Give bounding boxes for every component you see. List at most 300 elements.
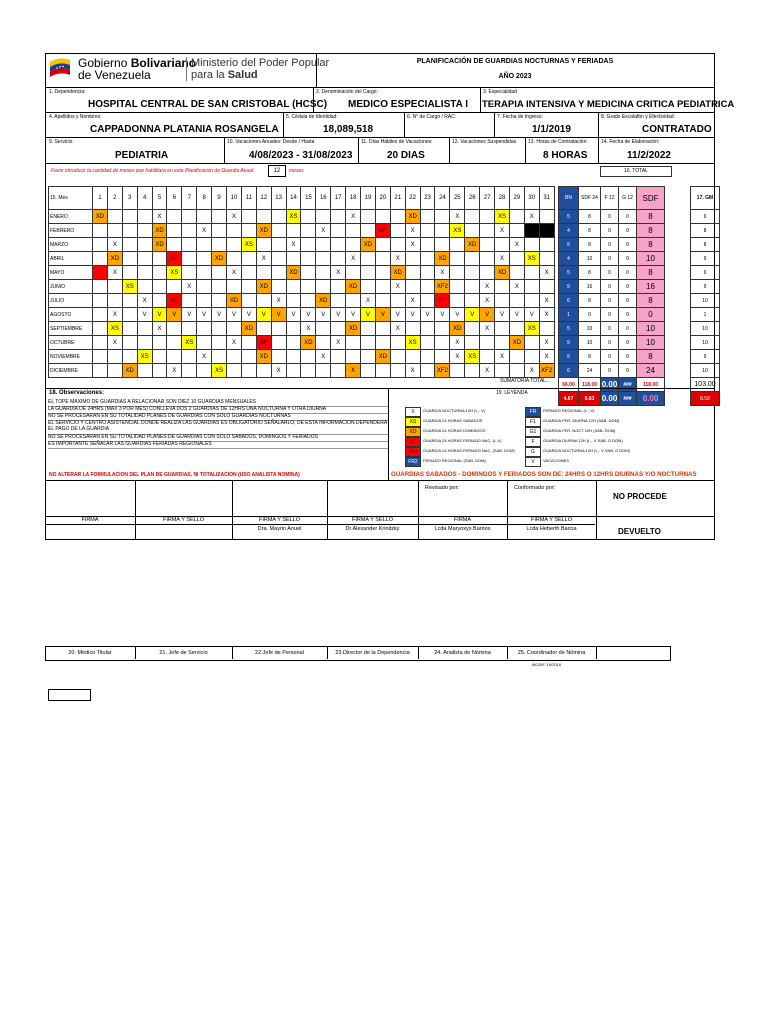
day-cell[interactable] xyxy=(346,266,361,280)
day-cell[interactable]: XS xyxy=(524,252,539,266)
day-cell[interactable] xyxy=(495,238,510,252)
day-cell[interactable] xyxy=(390,336,405,350)
day-cell[interactable] xyxy=(509,224,524,238)
day-cell[interactable] xyxy=(271,322,286,336)
day-cell[interactable]: XS xyxy=(167,266,182,280)
day-cell[interactable] xyxy=(256,364,271,378)
day-cell[interactable] xyxy=(182,350,197,364)
day-cell[interactable] xyxy=(390,294,405,308)
day-cell[interactable] xyxy=(450,280,465,294)
day-cell[interactable]: V xyxy=(390,308,405,322)
day-cell[interactable]: X xyxy=(256,252,271,266)
day-cell[interactable] xyxy=(227,224,242,238)
day-cell[interactable] xyxy=(182,322,197,336)
day-cell[interactable] xyxy=(241,294,256,308)
day-cell[interactable] xyxy=(137,238,152,252)
day-cell[interactable] xyxy=(107,294,122,308)
day-cell[interactable] xyxy=(167,210,182,224)
day-cell[interactable] xyxy=(465,266,480,280)
day-cell[interactable] xyxy=(361,280,376,294)
day-cell[interactable]: XD xyxy=(435,252,450,266)
day-cell[interactable]: X xyxy=(182,280,197,294)
day-cell[interactable] xyxy=(465,364,480,378)
day-cell[interactable] xyxy=(524,350,539,364)
day-cell[interactable] xyxy=(465,224,480,238)
day-cell[interactable] xyxy=(137,224,152,238)
day-cell[interactable] xyxy=(375,294,390,308)
day-cell[interactable] xyxy=(390,350,405,364)
day-cell[interactable] xyxy=(122,210,137,224)
day-cell[interactable] xyxy=(405,322,420,336)
day-cell[interactable]: X xyxy=(227,336,242,350)
day-cell[interactable]: X xyxy=(524,364,539,378)
day-cell[interactable]: V xyxy=(480,308,495,322)
day-cell[interactable] xyxy=(137,210,152,224)
day-cell[interactable] xyxy=(361,322,376,336)
day-cell[interactable]: V xyxy=(271,308,286,322)
day-cell[interactable]: XD xyxy=(375,350,390,364)
day-cell[interactable]: XF xyxy=(167,294,182,308)
day-cell[interactable] xyxy=(361,336,376,350)
day-cell[interactable]: X xyxy=(390,280,405,294)
day-cell[interactable]: X xyxy=(450,210,465,224)
day-cell[interactable]: X xyxy=(361,294,376,308)
day-cell[interactable] xyxy=(420,252,435,266)
day-cell[interactable] xyxy=(465,280,480,294)
day-cell[interactable]: X xyxy=(495,224,510,238)
day-cell[interactable] xyxy=(405,266,420,280)
day-cell[interactable]: XD xyxy=(509,336,524,350)
day-cell[interactable]: X xyxy=(346,252,361,266)
day-cell[interactable] xyxy=(435,224,450,238)
day-cell[interactable]: X xyxy=(405,364,420,378)
day-cell[interactable] xyxy=(301,224,316,238)
day-cell[interactable] xyxy=(450,364,465,378)
day-cell[interactable] xyxy=(435,210,450,224)
day-cell[interactable] xyxy=(227,322,242,336)
day-cell[interactable]: XF2 xyxy=(435,364,450,378)
day-cell[interactable]: V xyxy=(212,308,227,322)
day-cell[interactable] xyxy=(197,280,212,294)
day-cell[interactable]: XS xyxy=(450,224,465,238)
day-cell[interactable] xyxy=(122,252,137,266)
day-cell[interactable]: XD xyxy=(256,280,271,294)
day-cell[interactable] xyxy=(93,364,108,378)
day-cell[interactable] xyxy=(316,364,331,378)
day-cell[interactable] xyxy=(197,336,212,350)
day-cell[interactable]: X xyxy=(107,336,122,350)
day-cell[interactable]: X xyxy=(390,322,405,336)
day-cell[interactable]: X xyxy=(495,350,510,364)
day-cell[interactable] xyxy=(152,364,167,378)
day-cell[interactable]: XD xyxy=(346,280,361,294)
day-cell[interactable]: X xyxy=(346,364,361,378)
day-cell[interactable]: X xyxy=(152,322,167,336)
day-cell[interactable] xyxy=(509,266,524,280)
day-cell[interactable] xyxy=(420,294,435,308)
day-cell[interactable]: V xyxy=(405,308,420,322)
day-cell[interactable]: X xyxy=(405,294,420,308)
day-cell[interactable] xyxy=(524,238,539,252)
day-cell[interactable]: X xyxy=(152,210,167,224)
day-cell[interactable] xyxy=(137,280,152,294)
day-cell[interactable]: V xyxy=(375,308,390,322)
day-cell[interactable] xyxy=(361,210,376,224)
day-cell[interactable] xyxy=(375,336,390,350)
day-cell[interactable] xyxy=(197,252,212,266)
day-cell[interactable] xyxy=(390,224,405,238)
day-cell[interactable] xyxy=(375,280,390,294)
day-cell[interactable] xyxy=(331,294,346,308)
day-cell[interactable]: X xyxy=(227,266,242,280)
day-cell[interactable] xyxy=(167,336,182,350)
day-cell[interactable]: V xyxy=(465,308,480,322)
day-cell[interactable] xyxy=(182,294,197,308)
day-cell[interactable] xyxy=(301,364,316,378)
day-cell[interactable] xyxy=(167,280,182,294)
day-cell[interactable]: XD xyxy=(107,252,122,266)
day-cell[interactable]: X xyxy=(331,336,346,350)
day-cell[interactable] xyxy=(167,238,182,252)
day-cell[interactable] xyxy=(390,238,405,252)
day-cell[interactable] xyxy=(420,238,435,252)
day-cell[interactable]: V xyxy=(301,308,316,322)
day-cell[interactable] xyxy=(405,350,420,364)
day-cell[interactable] xyxy=(227,280,242,294)
day-cell[interactable] xyxy=(450,238,465,252)
day-cell[interactable] xyxy=(480,350,495,364)
day-cell[interactable]: XD xyxy=(256,224,271,238)
day-cell[interactable] xyxy=(495,294,510,308)
day-cell[interactable]: X xyxy=(509,238,524,252)
day-cell[interactable] xyxy=(346,350,361,364)
day-cell[interactable] xyxy=(509,364,524,378)
day-cell[interactable] xyxy=(241,336,256,350)
day-cell[interactable] xyxy=(495,280,510,294)
day-cell[interactable]: V xyxy=(316,308,331,322)
day-cell[interactable] xyxy=(331,280,346,294)
day-cell[interactable]: XS xyxy=(286,210,301,224)
day-cell[interactable]: V xyxy=(435,308,450,322)
day-cell[interactable] xyxy=(450,294,465,308)
day-cell[interactable] xyxy=(375,252,390,266)
day-cell[interactable] xyxy=(93,350,108,364)
day-cell[interactable] xyxy=(107,280,122,294)
day-cell[interactable] xyxy=(286,364,301,378)
day-cell[interactable] xyxy=(509,294,524,308)
day-cell[interactable] xyxy=(256,266,271,280)
day-cell[interactable]: V xyxy=(197,308,212,322)
day-cell[interactable]: X xyxy=(227,210,242,224)
day-cell[interactable]: XF xyxy=(435,294,450,308)
day-cell[interactable]: XS xyxy=(122,280,137,294)
day-cell[interactable] xyxy=(480,210,495,224)
day-cell[interactable]: V xyxy=(361,308,376,322)
day-cell[interactable]: V xyxy=(509,308,524,322)
day-cell[interactable] xyxy=(420,280,435,294)
day-cell[interactable] xyxy=(301,252,316,266)
day-cell[interactable] xyxy=(331,364,346,378)
day-cell[interactable] xyxy=(286,280,301,294)
day-cell[interactable]: V xyxy=(346,308,361,322)
day-cell[interactable] xyxy=(465,210,480,224)
day-cell[interactable] xyxy=(286,294,301,308)
day-cell[interactable] xyxy=(301,350,316,364)
day-cell[interactable]: V xyxy=(420,308,435,322)
day-cell[interactable] xyxy=(509,210,524,224)
day-cell[interactable] xyxy=(241,364,256,378)
day-cell[interactable] xyxy=(420,224,435,238)
day-cell[interactable] xyxy=(375,322,390,336)
day-cell[interactable] xyxy=(256,322,271,336)
day-cell[interactable]: V xyxy=(286,308,301,322)
day-cell[interactable] xyxy=(509,350,524,364)
day-cell[interactable] xyxy=(241,350,256,364)
day-cell[interactable]: X xyxy=(286,238,301,252)
day-cell[interactable] xyxy=(152,280,167,294)
day-cell[interactable] xyxy=(227,238,242,252)
day-cell[interactable] xyxy=(316,336,331,350)
day-cell[interactable]: XD xyxy=(227,294,242,308)
day-cell[interactable]: XF xyxy=(256,336,271,350)
day-cell[interactable]: XD xyxy=(316,294,331,308)
day-cell[interactable] xyxy=(480,238,495,252)
day-cell[interactable]: V xyxy=(227,308,242,322)
day-cell[interactable]: XS xyxy=(524,322,539,336)
day-cell[interactable]: XD xyxy=(405,210,420,224)
day-cell[interactable] xyxy=(420,364,435,378)
day-cell[interactable] xyxy=(495,322,510,336)
day-cell[interactable]: V xyxy=(450,308,465,322)
day-cell[interactable] xyxy=(271,266,286,280)
day-cell[interactable] xyxy=(182,224,197,238)
day-cell[interactable]: V xyxy=(524,308,539,322)
day-cell[interactable]: V xyxy=(241,308,256,322)
day-cell[interactable] xyxy=(480,336,495,350)
day-cell[interactable] xyxy=(286,336,301,350)
day-cell[interactable] xyxy=(301,294,316,308)
day-cell[interactable]: X xyxy=(450,350,465,364)
day-cell[interactable] xyxy=(316,210,331,224)
day-cell[interactable] xyxy=(539,238,554,252)
day-cell[interactable]: XD xyxy=(361,238,376,252)
day-cell[interactable] xyxy=(227,364,242,378)
day-cell[interactable]: X xyxy=(450,336,465,350)
day-cell[interactable] xyxy=(227,350,242,364)
day-cell[interactable]: X xyxy=(539,294,554,308)
day-cell[interactable] xyxy=(122,238,137,252)
day-cell[interactable]: X xyxy=(301,322,316,336)
day-cell[interactable] xyxy=(539,322,554,336)
day-cell[interactable] xyxy=(539,210,554,224)
day-cell[interactable] xyxy=(182,210,197,224)
day-cell[interactable] xyxy=(435,350,450,364)
day-cell[interactable]: X xyxy=(539,336,554,350)
day-cell[interactable]: XF2 xyxy=(539,364,554,378)
day-cell[interactable]: X xyxy=(495,252,510,266)
day-cell[interactable]: XD xyxy=(93,210,108,224)
day-cell[interactable] xyxy=(375,238,390,252)
day-cell[interactable]: XD xyxy=(465,238,480,252)
day-cell[interactable] xyxy=(435,238,450,252)
day-cell[interactable]: X xyxy=(390,252,405,266)
day-cell[interactable]: XS xyxy=(241,238,256,252)
day-cell[interactable] xyxy=(93,252,108,266)
day-cell[interactable] xyxy=(480,252,495,266)
day-cell[interactable]: X xyxy=(405,224,420,238)
day-cell[interactable] xyxy=(122,266,137,280)
day-cell[interactable] xyxy=(524,336,539,350)
day-cell[interactable] xyxy=(256,294,271,308)
day-cell[interactable] xyxy=(241,210,256,224)
day-cell[interactable] xyxy=(93,224,108,238)
day-cell[interactable]: X xyxy=(167,364,182,378)
day-cell[interactable] xyxy=(256,210,271,224)
months-input[interactable]: 12 xyxy=(268,165,286,177)
day-cell[interactable] xyxy=(212,280,227,294)
day-cell[interactable] xyxy=(524,294,539,308)
day-cell[interactable] xyxy=(524,224,539,238)
day-cell[interactable] xyxy=(271,252,286,266)
day-cell[interactable] xyxy=(182,364,197,378)
day-cell[interactable]: XS xyxy=(495,210,510,224)
day-cell[interactable] xyxy=(405,252,420,266)
day-cell[interactable] xyxy=(271,336,286,350)
day-cell[interactable]: XF xyxy=(375,224,390,238)
day-cell[interactable]: XS xyxy=(212,364,227,378)
day-cell[interactable]: V xyxy=(182,308,197,322)
day-cell[interactable] xyxy=(212,294,227,308)
day-cell[interactable] xyxy=(346,294,361,308)
day-cell[interactable]: XD xyxy=(495,266,510,280)
day-cell[interactable] xyxy=(93,336,108,350)
day-cell[interactable] xyxy=(390,210,405,224)
day-cell[interactable] xyxy=(405,280,420,294)
day-cell[interactable] xyxy=(331,322,346,336)
day-cell[interactable] xyxy=(375,364,390,378)
day-cell[interactable] xyxy=(152,266,167,280)
day-cell[interactable]: X xyxy=(271,294,286,308)
day-cell[interactable]: V xyxy=(256,308,271,322)
day-cell[interactable]: XD xyxy=(241,322,256,336)
day-cell[interactable] xyxy=(420,266,435,280)
day-cell[interactable] xyxy=(331,224,346,238)
day-cell[interactable]: X xyxy=(107,238,122,252)
day-cell[interactable]: X xyxy=(539,266,554,280)
day-cell[interactable]: XS xyxy=(137,350,152,364)
day-cell[interactable]: V xyxy=(137,308,152,322)
day-cell[interactable]: XD xyxy=(450,322,465,336)
day-cell[interactable]: X xyxy=(480,322,495,336)
day-cell[interactable] xyxy=(301,210,316,224)
day-cell[interactable] xyxy=(539,280,554,294)
day-cell[interactable]: XS xyxy=(182,336,197,350)
day-cell[interactable]: X xyxy=(405,238,420,252)
day-cell[interactable] xyxy=(286,224,301,238)
day-cell[interactable] xyxy=(122,224,137,238)
day-cell[interactable] xyxy=(137,336,152,350)
day-cell[interactable] xyxy=(107,350,122,364)
day-cell[interactable]: X xyxy=(346,210,361,224)
day-cell[interactable] xyxy=(271,224,286,238)
day-cell[interactable] xyxy=(271,238,286,252)
day-cell[interactable] xyxy=(137,322,152,336)
day-cell[interactable]: XD xyxy=(212,252,227,266)
day-cell[interactable] xyxy=(539,252,554,266)
day-cell[interactable]: XD xyxy=(256,350,271,364)
day-cell[interactable] xyxy=(346,238,361,252)
day-cell[interactable] xyxy=(182,266,197,280)
day-cell[interactable] xyxy=(465,336,480,350)
day-cell[interactable] xyxy=(375,266,390,280)
day-cell[interactable]: X xyxy=(316,224,331,238)
day-cell[interactable] xyxy=(361,266,376,280)
day-cell[interactable]: V xyxy=(152,308,167,322)
day-cell[interactable] xyxy=(435,322,450,336)
day-cell[interactable] xyxy=(167,322,182,336)
day-cell[interactable] xyxy=(361,364,376,378)
day-cell[interactable]: V xyxy=(331,308,346,322)
day-cell[interactable] xyxy=(450,252,465,266)
day-cell[interactable]: XD xyxy=(152,224,167,238)
day-cell[interactable] xyxy=(375,210,390,224)
day-cell[interactable]: X xyxy=(480,294,495,308)
day-cell[interactable] xyxy=(107,210,122,224)
day-cell[interactable] xyxy=(316,238,331,252)
day-cell[interactable]: X xyxy=(509,280,524,294)
day-cell[interactable] xyxy=(495,336,510,350)
day-cell[interactable] xyxy=(152,336,167,350)
day-cell[interactable]: X xyxy=(197,224,212,238)
day-cell[interactable]: XD xyxy=(286,266,301,280)
day-cell[interactable] xyxy=(152,350,167,364)
day-cell[interactable] xyxy=(509,252,524,266)
day-cell[interactable] xyxy=(241,280,256,294)
day-cell[interactable] xyxy=(361,350,376,364)
day-cell[interactable]: X xyxy=(539,308,554,322)
day-cell[interactable] xyxy=(361,224,376,238)
day-cell[interactable] xyxy=(167,224,182,238)
day-cell[interactable] xyxy=(137,252,152,266)
day-cell[interactable] xyxy=(435,336,450,350)
day-cell[interactable] xyxy=(241,252,256,266)
day-cell[interactable]: XS xyxy=(465,350,480,364)
day-cell[interactable] xyxy=(167,350,182,364)
day-cell[interactable] xyxy=(316,252,331,266)
day-cell[interactable]: X xyxy=(271,364,286,378)
day-cell[interactable] xyxy=(539,224,554,238)
day-cell[interactable] xyxy=(122,308,137,322)
day-cell[interactable] xyxy=(107,224,122,238)
day-cell[interactable] xyxy=(93,238,108,252)
day-cell[interactable]: X xyxy=(480,364,495,378)
day-cell[interactable] xyxy=(93,294,108,308)
day-cell[interactable] xyxy=(316,322,331,336)
day-cell[interactable]: X xyxy=(435,266,450,280)
day-cell[interactable] xyxy=(286,350,301,364)
day-cell[interactable] xyxy=(182,252,197,266)
day-cell[interactable] xyxy=(212,210,227,224)
day-cell[interactable]: XD xyxy=(301,336,316,350)
day-cell[interactable] xyxy=(107,364,122,378)
day-cell[interactable] xyxy=(420,336,435,350)
day-cell[interactable] xyxy=(301,280,316,294)
day-cell[interactable]: X xyxy=(107,266,122,280)
day-cell[interactable] xyxy=(122,294,137,308)
day-cell[interactable] xyxy=(93,280,108,294)
day-cell[interactable] xyxy=(420,210,435,224)
day-cell[interactable] xyxy=(93,308,108,322)
